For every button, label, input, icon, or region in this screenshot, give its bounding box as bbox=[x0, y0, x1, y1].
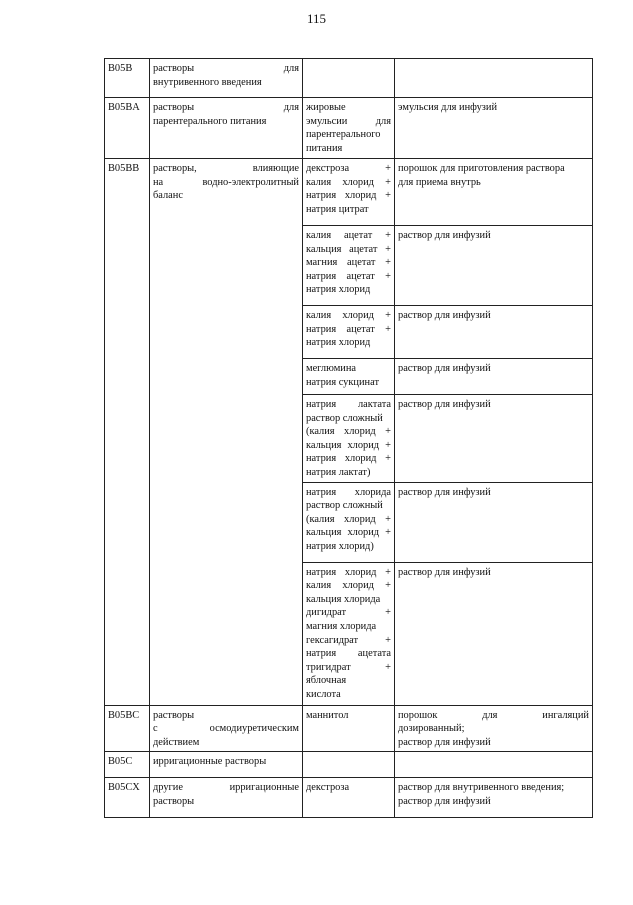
table-row bbox=[105, 59, 593, 98]
drug-name-cell: калия ацетат + кальция ацетат + магния ацетат + натрия ацетат + натрия хлорид bbox=[303, 226, 395, 306]
atc-group-cell: растворы, влияющие на водно-электролитный баланс bbox=[150, 159, 303, 706]
atc-group-cell: растворы для парентерального питания bbox=[150, 98, 303, 159]
table-row bbox=[105, 98, 593, 159]
dosage-form-cell: раствор для инфузий bbox=[395, 562, 593, 705]
dosage-form-cell: раствор для инфузий bbox=[395, 306, 593, 359]
atc-group-cell: ирригационные растворы bbox=[150, 752, 303, 778]
drug-name-cell bbox=[303, 59, 395, 98]
drug-table bbox=[104, 58, 593, 818]
atc-code-cell: B05CX bbox=[105, 778, 150, 818]
atc-code-cell: B05B bbox=[105, 59, 150, 98]
atc-group-cell: растворы для внутривенного введения bbox=[150, 59, 303, 98]
dosage-form-cell: порошок для приготовления раствора для приема внутрь bbox=[395, 159, 593, 226]
page-number: 115 bbox=[306, 11, 327, 26]
dosage-form-cell: порошок для ингаляций дозированный; раствор для инфузий bbox=[395, 705, 593, 752]
drug-name-cell: меглюмина натрия сукцинат bbox=[303, 359, 395, 395]
dosage-form-cell: эмульсия для инфузий bbox=[395, 98, 593, 159]
drug-name-cell: декстроза + калия хлорид + натрия хлорид + натрия цитрат bbox=[303, 159, 395, 226]
atc-code-cell: B05BA bbox=[105, 98, 150, 159]
table-row bbox=[105, 705, 593, 752]
dosage-form-cell bbox=[395, 59, 593, 98]
drug-name-cell: маннитол bbox=[303, 705, 395, 752]
drug-name-cell bbox=[303, 752, 395, 778]
table-row bbox=[105, 159, 593, 226]
atc-code-cell: B05BB bbox=[105, 159, 150, 706]
table-row bbox=[105, 778, 593, 818]
drug-name-cell: жировые эмульсии для парентерального питания bbox=[303, 98, 395, 159]
atc-code-cell: B05C bbox=[105, 752, 150, 778]
drug-name-cell: калия хлорид + натрия ацетат + натрия хлорид bbox=[303, 306, 395, 359]
dosage-form-cell: раствор для инфузий bbox=[395, 395, 593, 483]
dosage-form-cell: раствор для инфузий bbox=[395, 226, 593, 306]
atc-code-cell: B05BC bbox=[105, 705, 150, 752]
atc-group-cell: растворы с осмодиуретическим действием bbox=[150, 705, 303, 752]
dosage-form-cell bbox=[395, 752, 593, 778]
dosage-form-cell: раствор для инфузий bbox=[395, 482, 593, 562]
atc-group-cell: другие ирригационные растворы bbox=[150, 778, 303, 818]
drug-name-cell: натрия лактата раствор сложный (калия хлорид + кальция хлорид + натрия хлорид + натрия лактат) bbox=[303, 395, 395, 483]
dosage-form-cell: раствор для инфузий bbox=[395, 359, 593, 395]
table-row bbox=[105, 752, 593, 778]
drug-name-cell: декстроза bbox=[303, 778, 395, 818]
drug-name-cell: натрия хлорид + калия хлорид + кальция хлорида дигидрат + магния хлорида гексагидрат + натрия ацетата тригидрат + яблочная кислота bbox=[303, 562, 395, 705]
dosage-form-cell: раствор для внутривенного введения; раствор для инфузий bbox=[395, 778, 593, 818]
drug-name-cell: натрия хлорида раствор сложный (калия хлорид + кальция хлорид + натрия хлорид) bbox=[303, 482, 395, 562]
